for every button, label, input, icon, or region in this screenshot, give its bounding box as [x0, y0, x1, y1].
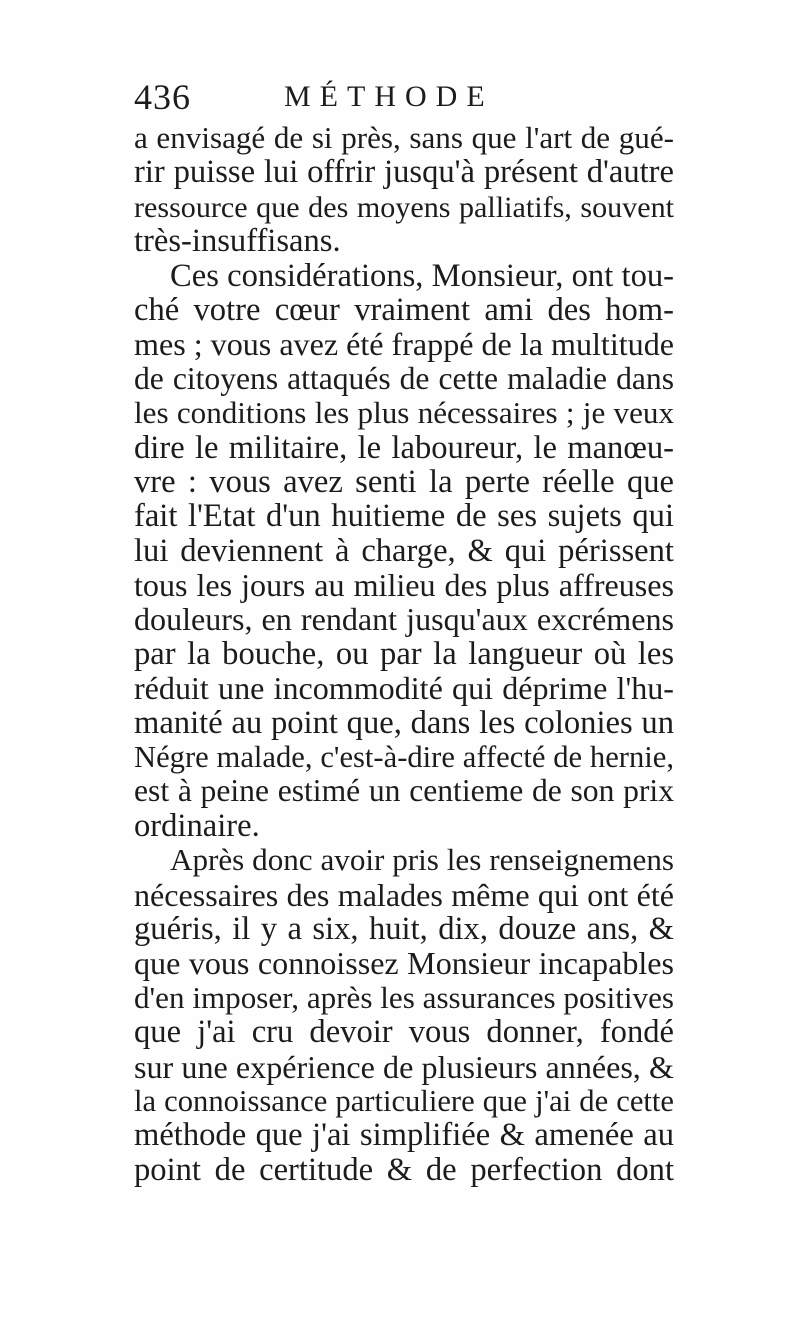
- text-line: très-insuffisans.: [134, 223, 341, 260]
- text-line: d'en imposer, après les assurances positives: [134, 979, 674, 1015]
- text-line: la connoissance particuliere que j'ai de cette: [134, 1083, 674, 1118]
- text-line: ressource que des moyens palliatifs, souvent: [134, 189, 674, 224]
- text-line: nécessaires des malades même qui ont été: [134, 876, 674, 913]
- text-line: rir puisse lui offrir jusqu'à présent d'autre: [134, 154, 674, 191]
- text-line: manité au point que, dans les colonies un: [134, 704, 674, 741]
- text-line: fait l'Etat d'un huitieme de ses sujets qui: [134, 498, 674, 535]
- page-header: [134, 72, 674, 122]
- text-line: est à peine estimé un centieme de son prix: [134, 773, 674, 809]
- text-line: dire le militaire, le laboureur, le manœu-: [134, 429, 674, 466]
- text-line: a envisagé de si près, sans que l'art de gué-: [134, 120, 674, 155]
- text-line: point de certitude & de perfection dont: [134, 1151, 674, 1188]
- text-line: lui deviennent à charge, & qui périssent: [134, 532, 674, 569]
- text-line: par la bouche, ou par la langueur où les: [134, 635, 674, 672]
- body-text: [134, 121, 674, 1187]
- text-line: que vous connoissez Monsieur incapables: [134, 945, 674, 982]
- text-line: les conditions les plus nécessaires ; je veux: [134, 395, 674, 431]
- text-line: ché votre cœur vraiment ami des hom-: [134, 291, 674, 328]
- text-line: ordinaire.: [134, 807, 260, 844]
- text-line: tous les jours au milieu des plus affreuses: [134, 567, 674, 604]
- text-line: que j'ai cru devoir vous donner, fondé: [134, 1014, 674, 1051]
- text-line: Négre malade, c'est-à-dire affecté de hernie,: [134, 740, 674, 775]
- paragraph-start-line: Après donc avoir pris les renseignemens: [170, 842, 674, 878]
- text-line: douleurs, en rendant jusqu'aux excrémens: [134, 601, 674, 638]
- text-line: réduit une incommodité qui déprime l'hu-: [134, 670, 674, 707]
- text-line: vre : vous avez senti la perte réelle que: [134, 463, 674, 500]
- text-line: mes ; vous avez été frappé de la multitude: [134, 326, 674, 363]
- running-title: MÉTHODE: [284, 80, 494, 113]
- paragraph-start-line: Ces considérations, Monsieur, ont tou-: [170, 257, 674, 294]
- text-line: de citoyens attaqués de cette maladie dans: [134, 360, 674, 396]
- text-line: guéris, il y a six, huit, dix, douze ans, &: [134, 910, 674, 947]
- text-line: sur une expérience de plusieurs années, &: [134, 1048, 674, 1085]
- text-line: méthode que j'ai simplifiée & amenée au: [134, 1117, 674, 1154]
- page-number: 436: [134, 77, 191, 117]
